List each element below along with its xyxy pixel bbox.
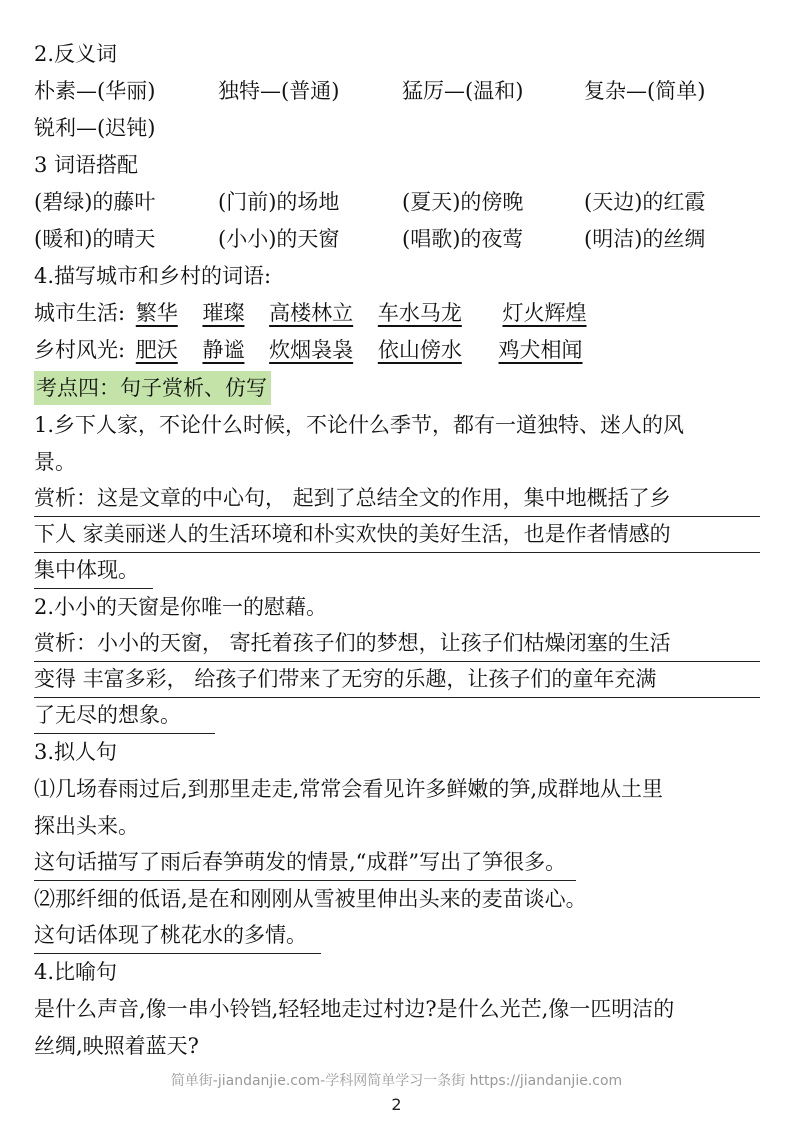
analysis-2-line: 了无尽的想象。 xyxy=(34,698,215,734)
village-word: 炊烟袅袅 xyxy=(269,338,354,362)
city-word: 璀璨 xyxy=(202,301,245,325)
city-word: 高楼林立 xyxy=(269,301,354,325)
antonym-pair: 锐利—(迟钝) xyxy=(34,116,156,140)
city-word: 繁华 xyxy=(135,301,178,325)
antonyms-row xyxy=(34,73,760,110)
collocation-item: (天边)的红霞 xyxy=(584,190,706,214)
collocation-item: (明洁)的丝绸 xyxy=(584,227,706,251)
collocation-row xyxy=(34,184,760,221)
personification-heading: 3.拟人句 xyxy=(34,740,118,764)
analysis-2-line: 变得 丰富多彩， 给孩子们带来了无穷的乐趣，让孩子们的童年充满 xyxy=(34,662,760,698)
antonym-pair: 朴素—(华丽) xyxy=(34,79,156,103)
personification-example-2: ⑵那纤细的低语,是在和刚刚从雪被里伸出头来的麦苗谈心。 xyxy=(34,887,587,911)
village-word: 肥沃 xyxy=(135,338,178,362)
sentence-1-cont: 景。 xyxy=(34,450,76,474)
antonym-pair: 复杂—(简单) xyxy=(584,79,706,103)
metaphor-line: 丝绸,映照着蓝天? xyxy=(34,1034,199,1058)
describe-heading: 4.描写城市和乡村的词语: xyxy=(34,264,272,288)
collocation-row xyxy=(34,221,760,258)
personification-example-1-cont: 探出头来。 xyxy=(34,814,139,838)
metaphor-line: 是什么声音,像一串小铃铛,轻轻地走过村边?是什么光芒,像一匹明洁的 xyxy=(34,997,675,1021)
village-word: 依山傍水 xyxy=(377,338,462,362)
analysis-1-line: 下人 家美丽迷人的生活环境和朴实欢快的美好生活，也是作者情感的 xyxy=(34,517,760,553)
village-label: 乡村风光: xyxy=(34,338,126,362)
analysis-1-line: 集中体现。 xyxy=(34,553,153,589)
city-words-row xyxy=(34,295,760,332)
collocation-item: (碧绿)的藤叶 xyxy=(34,190,156,214)
village-word: 鸡犬相闻 xyxy=(498,338,583,362)
city-word: 车水马龙 xyxy=(377,301,462,325)
village-word: 静谧 xyxy=(202,338,245,362)
metaphor-heading: 4.比喻句 xyxy=(34,960,118,984)
analysis-2-line: 赏析：小小的天窗， 寄托着孩子们的梦想，让孩子们枯燥闭塞的生活 xyxy=(34,626,760,662)
section-title-highlight: 考点四：句子赏析、仿写 xyxy=(34,371,271,405)
collocation-item: (暖和)的晴天 xyxy=(34,227,156,251)
page-content xyxy=(34,36,760,1065)
sentence-2: 2.小小的天窗是你唯一的慰藉。 xyxy=(34,595,328,619)
collocation-item: (小小)的天窗 xyxy=(218,227,340,251)
collocation-item: (夏天)的傍晚 xyxy=(402,190,524,214)
antonyms-heading: 2.反义词 xyxy=(34,42,118,66)
city-word: 灯火辉煌 xyxy=(502,301,587,325)
city-label: 城市生活: xyxy=(34,301,126,325)
watermark: 简单街-jiandanjie.com-学科网简单学习一条街 https://jiandanjie.com xyxy=(170,1073,623,1089)
antonym-pair: 独特—(普通) xyxy=(218,79,340,103)
personification-answer-2: 这句话体现了桃花水的多情。 xyxy=(34,918,321,954)
analysis-1-line: 赏析：这是文章的中心句， 起到了总结全文的作用，集中地概括了乡 xyxy=(34,481,760,517)
collocation-item: (门前)的场地 xyxy=(218,190,340,214)
page-number: 2 xyxy=(391,1095,402,1114)
sentence-1: 1.乡下人家，不论什么时候，不论什么季节，都有一道独特、迷人的风 xyxy=(34,413,685,437)
village-words-row xyxy=(34,332,760,369)
personification-example-1: ⑴几场春雨过后,到那里走走,常常会看见许多鲜嫩的笋,成群地从土里 xyxy=(34,777,664,801)
collocation-item: (唱歌)的夜莺 xyxy=(402,227,524,251)
collocation-heading: 3 词语搭配 xyxy=(34,153,139,177)
antonym-pair: 猛厉—(温和) xyxy=(402,79,524,103)
personification-answer-1: 这句话描写了雨后春笋萌发的情景,“成群”写出了笋很多。 xyxy=(34,845,576,881)
